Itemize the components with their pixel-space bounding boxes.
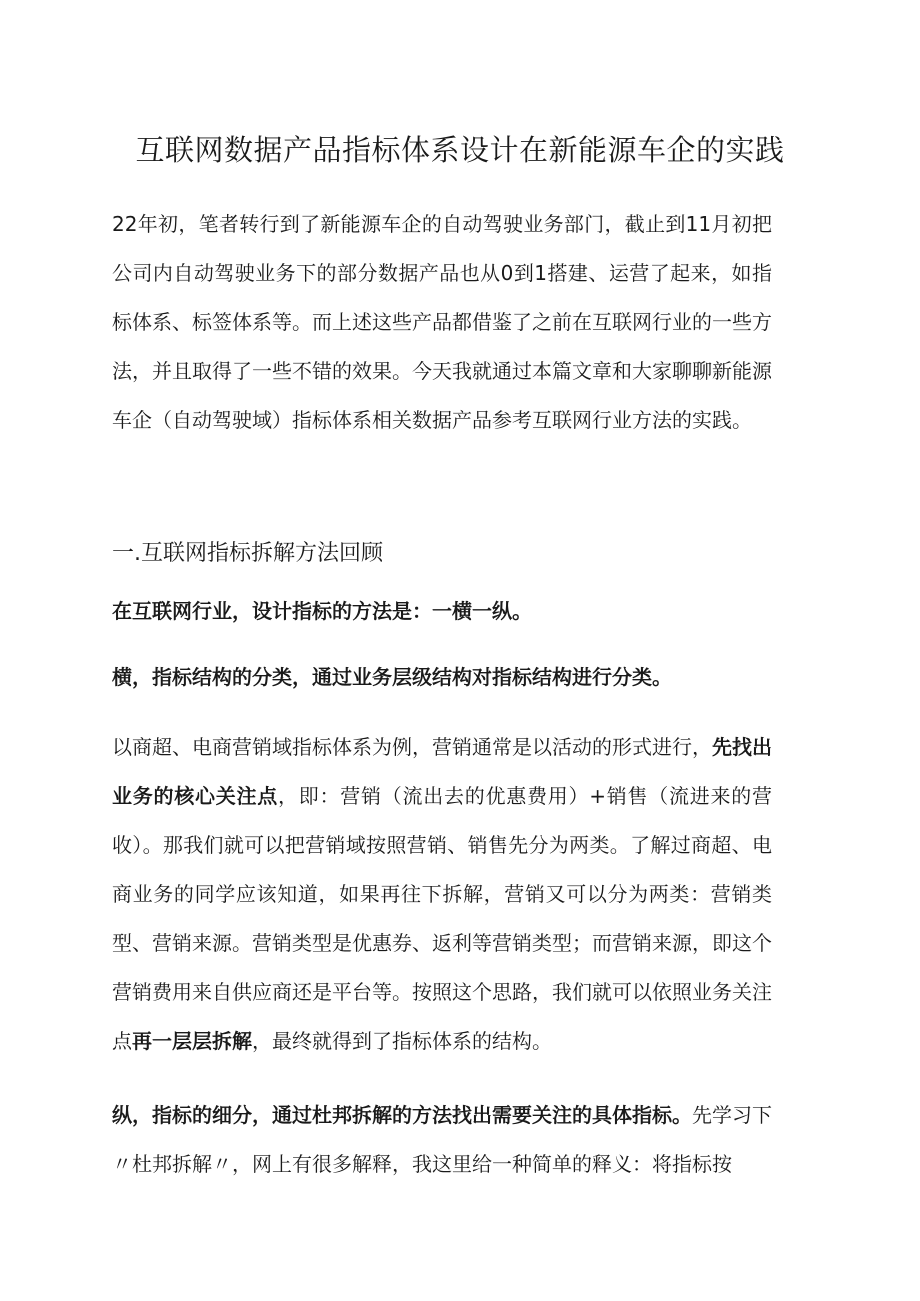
section-heading: 一.互联网指标拆解方法回顾 <box>112 541 383 566</box>
intro-paragraph: 22年初，笔者转行到了新能源车企的自动驾驶业务部门，截止到11月初把公司内自动驾驶业务下的部分数据产品也从0到1搭建、运营了起来，如指标体系、标签体系等。而上述这些产品都借鉴了之前在互联网行业的一些方法，并且取得了一些不错的效果。今天我就通过本篇文章和大家聊聊新能源车企（自动驾驶域）指标体系相关数据产品参考互联网行业方法的实践。 <box>112 212 772 432</box>
example-paragraph <box>112 723 772 1066</box>
document-title: 互联网数据产品指标体系设计在新能源车企的实践 <box>135 133 785 167</box>
example-bold-layered-breakdown: 再一层层拆解 <box>132 1029 252 1053</box>
example-text-part3: ，最终就得到了指标体系的结构。 <box>252 1029 552 1053</box>
horizontal-definition-line: 横，指标结构的分类，通过业务层级结构对指标结构进行分类。 <box>112 665 672 689</box>
vertical-bold-definition: 纵，指标的细分，通过杜邦拆解的方法找出需要关注的具体指标。 <box>112 1103 692 1127</box>
vertical-paragraph <box>112 1091 772 1189</box>
example-bold-core-focus: 先找出业务的核心关注点 <box>112 735 772 808</box>
method-summary-line: 在互联网行业，设计指标的方法是：一横一纵。 <box>112 599 532 623</box>
vertical-text-rest: 先学习下〃杜邦拆解〃，网上有很多解释，我这里给一种简单的释义：将指标按 <box>112 1103 772 1176</box>
example-text-part1: 以商超、电商营销域指标体系为例，营销通常是以活动的形式进行， <box>112 735 712 759</box>
example-text-part2: ，即：营销（流出去的优惠费用）+销售（流进来的营收）。那我们就可以把营销域按照营销、销售先分为两类。了解过商超、电商业务的同学应该知道，如果再往下拆解，营销又可以分为两类：营销类型、营销来源。营销类型是优惠券、返利等营销类型；而营销来源，即这个营销费用来自供应商还是平台等。按照这个思路，我们就可以依照业务关注点 <box>112 784 772 1053</box>
